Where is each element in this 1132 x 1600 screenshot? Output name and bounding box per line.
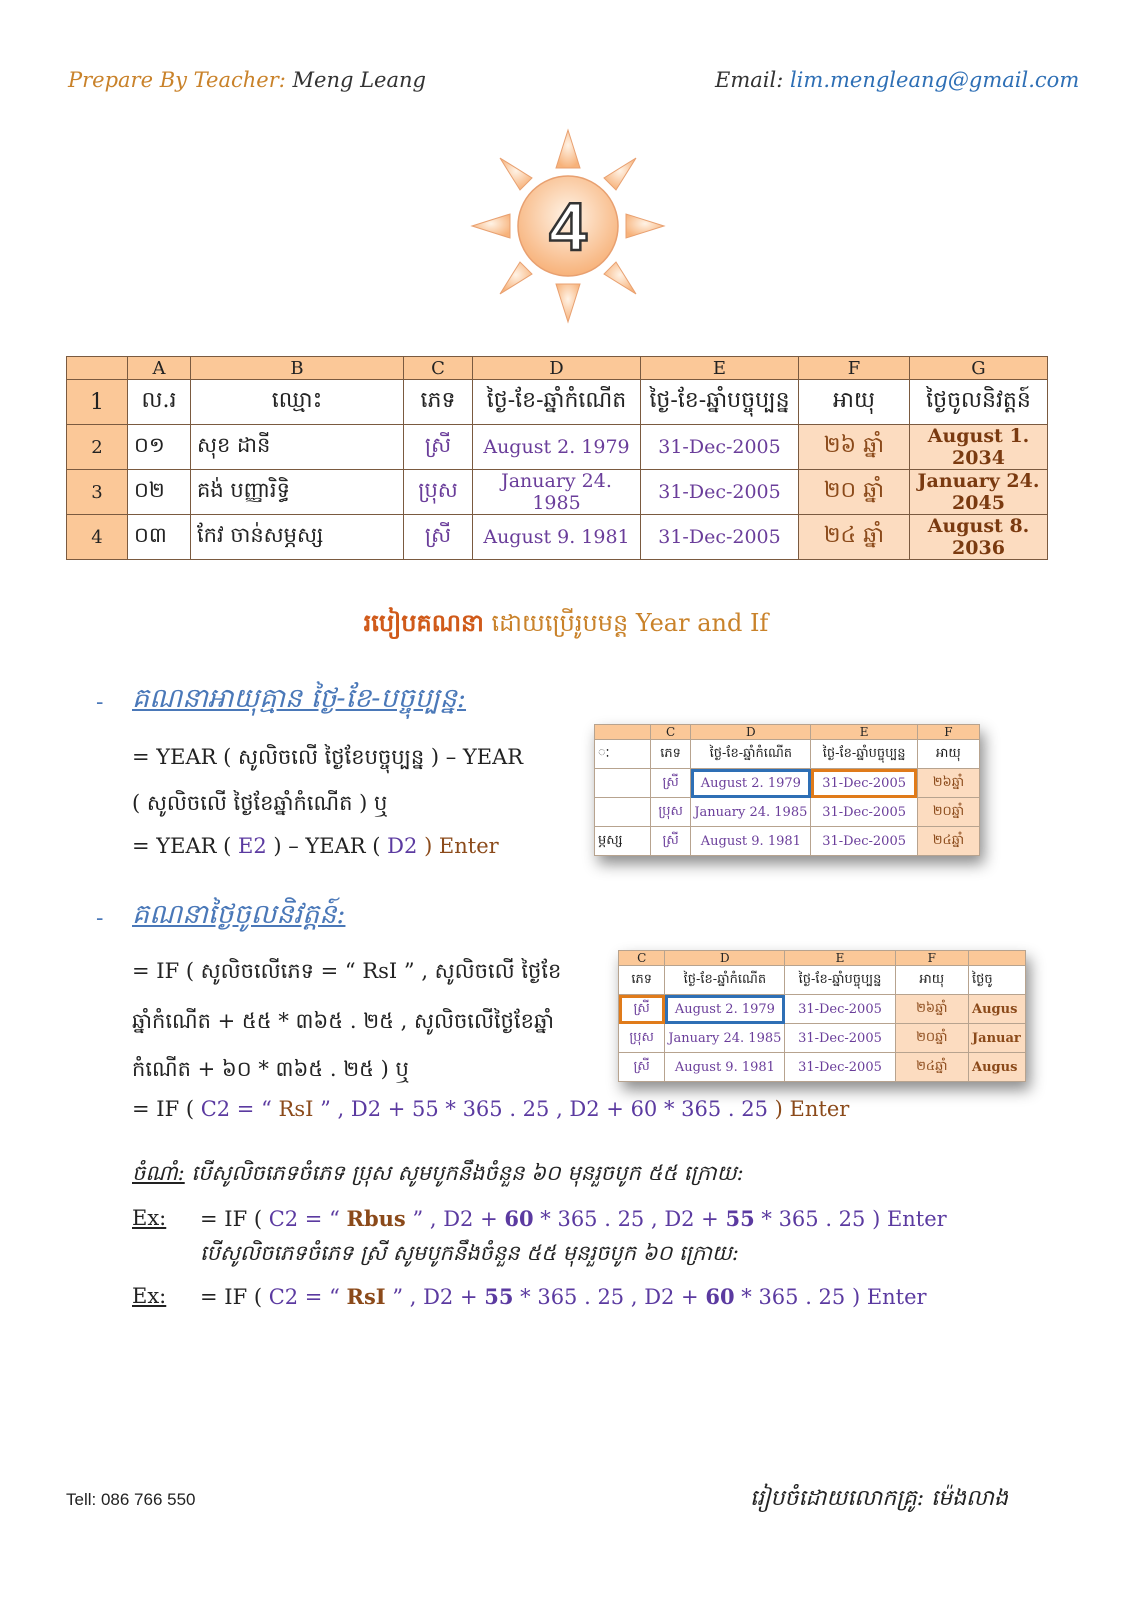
formula-part: C2 = “ <box>200 1097 272 1121</box>
mini-cell-highlight: August 2. 1979 <box>665 995 785 1024</box>
sun-number-badge <box>470 128 666 324</box>
mini-cell: ២៤ឆ្នាំ <box>895 1053 968 1082</box>
formula-part: RsI <box>346 1284 386 1309</box>
mini-head: ថ្ងៃ-ខែ-ឆ្នាំកំណើត <box>665 966 785 995</box>
section2-formula <box>132 1097 849 1121</box>
formula-part: = IF ( <box>200 1285 263 1309</box>
note-text: បើសូលិចភេទចំភេទ ប្រុស សូមបូកនឹងចំនួន ៦០ មុនរួចបូក ៥៥ ក្រោយ: <box>191 1161 744 1185</box>
mini-cell: ២០ឆ្នាំ <box>917 798 979 827</box>
cell-retire[interactable]: January 24. 2045 <box>910 470 1048 515</box>
mini-cell-highlight: August 2. 1979 <box>691 769 811 798</box>
section2-line2: ឆ្នាំកំណើត + ៥៥ * ៣៦៥ . ២៥ , សូលិចលើថ្ងៃខែឆ្នាំ <box>132 1009 554 1033</box>
mini-cell: ម្ភស្ស <box>595 827 651 856</box>
cell-current-date[interactable]: 31-Dec-2005 <box>641 470 799 515</box>
section2-line3: កំណើត + ៦០ * ៣៦៥ . ២៥ ) ឬ <box>132 1057 409 1081</box>
formula-part: * 365 . 25 , D2 + <box>520 1285 699 1309</box>
mini-cell <box>595 769 651 798</box>
formula-part: * 365 . 25 ) Enter <box>741 1285 927 1309</box>
mini-cell: ២០ឆ្នាំ <box>895 1024 968 1053</box>
section-title <box>0 608 1132 643</box>
main-spreadsheet <box>66 356 1048 560</box>
col-letter <box>969 951 1026 966</box>
mini-head: ភេទ <box>650 740 690 769</box>
mini-cell: ប្រុស <box>619 1024 665 1053</box>
col-letter: D <box>691 725 811 740</box>
mini-head: ភេទ <box>619 966 665 995</box>
cell-current-date[interactable]: 31-Dec-2005 <box>641 515 799 560</box>
section1-line2: ( សូលិចលើ ថ្ងៃខែឆ្នាំកំណើត ) ឬ <box>132 791 388 815</box>
mini-head: ៈ <box>595 740 651 769</box>
col-letter[interactable]: E <box>641 357 799 380</box>
section2-heading: គណនាថ្ងៃចូលនិវត្តន៍: <box>132 899 346 930</box>
mini-head: ថ្ងៃចូ <box>969 966 1026 995</box>
mini-cell: ២៤ឆ្នាំ <box>917 827 979 856</box>
mini-cell: 31-Dec-2005 <box>785 995 895 1024</box>
cell-ref: E2 <box>238 834 267 858</box>
cell-retire[interactable]: August 1. 2034 <box>910 425 1048 470</box>
mini-cell: 31-Dec-2005 <box>785 1053 895 1082</box>
cell-no[interactable]: ០៣ <box>128 515 191 560</box>
header-cell[interactable]: ភេទ <box>404 380 473 425</box>
note-line2: បើសូលិចភេទចំភេទ ស្រី សូមបូកនឹងចំនួន ៥៥ មុនរួចបូក ៦០ ក្រោយ: <box>200 1241 740 1265</box>
mini-head: អាយុ <box>895 966 968 995</box>
mini-cell: Januar <box>969 1024 1026 1053</box>
mini-cell: August 9. 1981 <box>665 1053 785 1082</box>
example1-formula <box>200 1206 947 1231</box>
header-cell[interactable]: ថ្ងៃ-ខែ-ឆ្នាំកំណើត <box>473 380 641 425</box>
cell-age[interactable]: ២០ ឆ្នាំ <box>799 470 910 515</box>
cell-name[interactable]: សុខ ដានី <box>191 425 404 470</box>
formula-part: ) Enter <box>424 834 499 858</box>
formula-part: 55 <box>484 1284 514 1309</box>
formula-part: 60 <box>705 1284 735 1309</box>
table-row <box>67 515 1048 560</box>
cell-sex[interactable]: ស្រី <box>404 515 473 560</box>
mini-cell: 31-Dec-2005 <box>811 827 917 856</box>
table-row <box>67 425 1048 470</box>
formula-part: ) – YEAR ( <box>273 834 381 858</box>
formula-part: ) Enter <box>774 1097 850 1121</box>
row-number[interactable]: 3 <box>67 470 128 515</box>
mini-sheet-age <box>594 724 980 856</box>
formula-part: 55 <box>725 1206 755 1231</box>
header-cell[interactable]: ល.រ <box>128 380 191 425</box>
col-letter[interactable]: G <box>910 357 1048 380</box>
header-cell[interactable]: ថ្ងៃចូលនិវត្តន៍ <box>910 380 1048 425</box>
col-letter: F <box>895 951 968 966</box>
cell-age[interactable]: ២៤ ឆ្នាំ <box>799 515 910 560</box>
example2-formula <box>200 1284 927 1309</box>
footer-author: រៀបចំដោយលោកគ្រូ: ម៉េងលាង <box>750 1486 1008 1511</box>
col-letter[interactable]: D <box>473 357 641 380</box>
mini-cell: ២៦ឆ្នាំ <box>917 769 979 798</box>
ex-label: Ex: <box>132 1284 167 1308</box>
cell-name[interactable]: កែវ ចាន់សម្ភស្ស <box>191 515 404 560</box>
note-label: ចំណាំ: <box>132 1161 185 1185</box>
footer-phone: Tell: 086 766 550 <box>66 1490 196 1509</box>
mini-head: ថ្ងៃ-ខែ-ឆ្នាំបច្ចុប្បន្ន <box>785 966 895 995</box>
section1-line1: = YEAR ( សូលិចលើ ថ្ងៃខែបច្ចុប្បន្ន ) – YEAR <box>132 745 524 769</box>
badge-number: 4 <box>549 189 587 265</box>
header-cell[interactable]: ឈ្មោះ <box>191 380 404 425</box>
formula-part: ” , D2 + <box>412 1207 498 1231</box>
formula-part: * 365 . 25 , D2 + <box>540 1207 719 1231</box>
col-letter: D <box>665 951 785 966</box>
formula-part: RsI <box>278 1097 314 1121</box>
mini-cell: ប្រុស <box>650 798 690 827</box>
header-row <box>67 380 1048 425</box>
example-label <box>132 1284 166 1308</box>
mini-cell: 31-Dec-2005 <box>811 798 917 827</box>
mini-cell: August 9. 1981 <box>691 827 811 856</box>
cell-dob[interactable]: August 9. 1981 <box>473 515 641 560</box>
formula-part: = IF ( <box>132 1097 195 1121</box>
title-bold: របៀបគណនា <box>363 608 484 637</box>
section1-heading: គណនាអាយុគ្មាន ថ្ងៃ-ខែ-បច្ចុប្បន្ន: <box>132 683 467 714</box>
mini-head: អាយុ <box>917 740 979 769</box>
row-number[interactable]: 2 <box>67 425 128 470</box>
formula-part: C2 = “ <box>268 1285 340 1309</box>
formula-part: C2 = “ <box>268 1207 340 1231</box>
ex-label: Ex: <box>132 1206 167 1230</box>
note-line1 <box>132 1160 744 1191</box>
prepared-by <box>68 68 426 92</box>
email-label: Email: <box>715 68 784 92</box>
col-letter: C <box>650 725 690 740</box>
row-number[interactable]: 1 <box>67 380 128 425</box>
header-cell[interactable]: ថ្ងៃ-ខែ-ឆ្នាំបច្ចុប្បន្ន <box>641 380 799 425</box>
cell-dob[interactable]: January 24. 1985 <box>473 470 641 515</box>
mini-sheet-retire <box>618 950 1026 1082</box>
cell-age[interactable]: ២៦ ឆ្នាំ <box>799 425 910 470</box>
mini-cell: ២៦ឆ្នាំ <box>895 995 968 1024</box>
column-letters-row <box>67 357 1048 380</box>
cell-ref: D2 <box>387 834 418 858</box>
header-cell[interactable]: អាយុ <box>799 380 910 425</box>
col-letter[interactable]: B <box>191 357 404 380</box>
col-letter[interactable]: C <box>404 357 473 380</box>
cell-no[interactable]: ០២ <box>128 470 191 515</box>
prepared-by-label: Prepare By Teacher: <box>68 68 286 92</box>
section1-formula <box>132 834 499 858</box>
title-rest: ដោយប្រើរូបមន្ត Year and If <box>491 609 769 637</box>
formula-part: 60 <box>504 1206 534 1231</box>
mini-cell: Augus <box>969 1053 1026 1082</box>
example-label <box>132 1206 166 1230</box>
formula-part: = YEAR ( <box>132 834 232 858</box>
formula-part: = IF ( <box>200 1207 263 1231</box>
mini-head: ថ្ងៃ-ខែ-ឆ្នាំកំណើត <box>691 740 811 769</box>
bullet-dash: - <box>96 906 104 931</box>
table-row <box>67 470 1048 515</box>
row-number[interactable]: 4 <box>67 515 128 560</box>
cell-no[interactable]: ០១ <box>128 425 191 470</box>
col-letter: F <box>917 725 979 740</box>
col-letter[interactable]: F <box>799 357 910 380</box>
cell-retire[interactable]: August 8. 2036 <box>910 515 1048 560</box>
formula-part: Rbus <box>346 1206 406 1231</box>
mini-cell: ស្រី <box>650 769 690 798</box>
col-letter: E <box>811 725 917 740</box>
mini-cell-highlight: ស្រី <box>619 995 665 1024</box>
cell-name[interactable]: គង់ បញ្ញារិទ្ធិ <box>191 470 404 515</box>
col-letter[interactable]: A <box>128 357 191 380</box>
cell-sex[interactable]: ប្រុស <box>404 470 473 515</box>
cell-sex[interactable]: ស្រី <box>404 425 473 470</box>
teacher-name: Meng Leang <box>292 68 426 92</box>
col-letter: C <box>619 951 665 966</box>
cell-dob[interactable]: August 2. 1979 <box>473 425 641 470</box>
mini-cell-highlight: 31-Dec-2005 <box>811 769 917 798</box>
section2-line1: = IF ( សូលិចលើភេទ = “ RsI ” , សូលិចលើ ថ្ងៃខែ <box>132 959 562 983</box>
email-address[interactable]: lim.mengleang@gmail.com <box>789 68 1080 92</box>
mini-cell: January 24. 1985 <box>665 1024 785 1053</box>
email-line <box>715 68 1079 92</box>
mini-cell: Augus <box>969 995 1026 1024</box>
formula-part: ” , D2 + <box>392 1285 478 1309</box>
mini-head: ថ្ងៃ-ខែ-ឆ្នាំបច្ចុប្បន្ន <box>811 740 917 769</box>
mini-cell: ស្រី <box>619 1053 665 1082</box>
bullet-dash: - <box>96 690 104 715</box>
formula-part: ” , D2 + 55 * 365 . 25 , D2 + 60 * 365 . 25 <box>320 1097 768 1121</box>
mini-cell: 31-Dec-2005 <box>785 1024 895 1053</box>
mini-cell: ស្រី <box>650 827 690 856</box>
formula-part: * 365 . 25 ) Enter <box>761 1207 947 1231</box>
mini-cell: January 24. 1985 <box>691 798 811 827</box>
cell-current-date[interactable]: 31-Dec-2005 <box>641 425 799 470</box>
col-letter: E <box>785 951 895 966</box>
mini-cell <box>595 798 651 827</box>
